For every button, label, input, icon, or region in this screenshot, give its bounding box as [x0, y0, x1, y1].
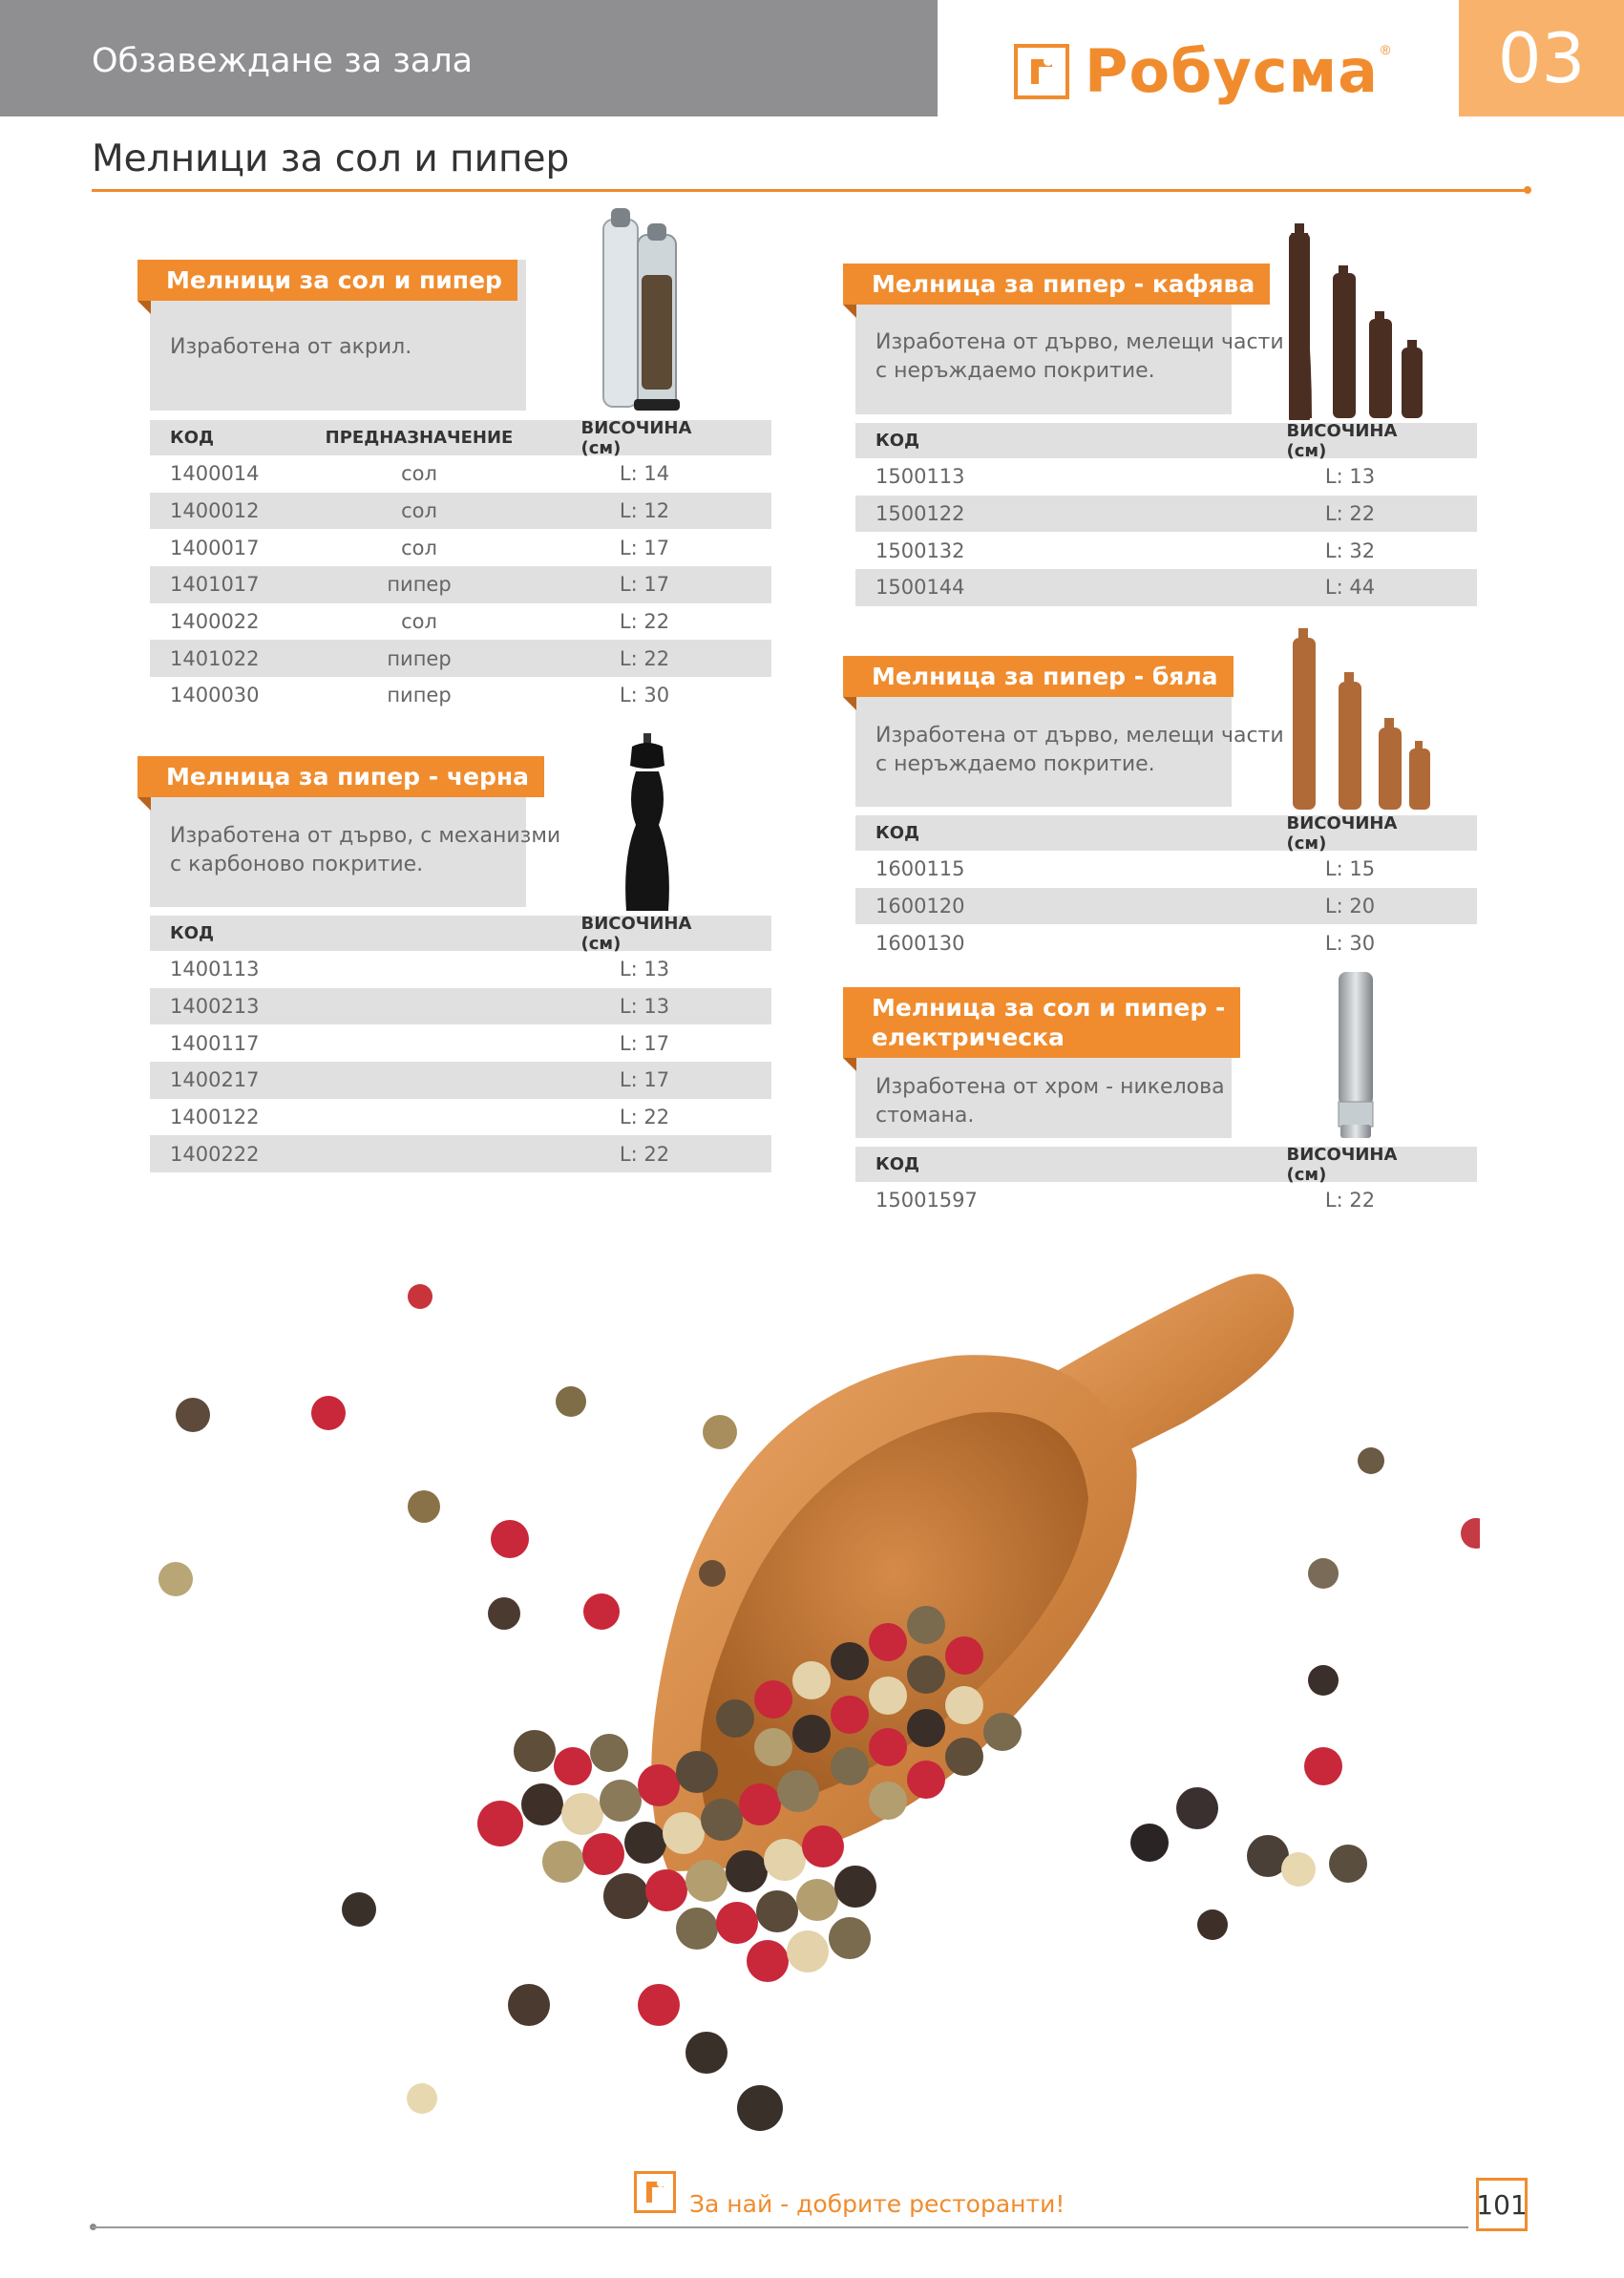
table-row — [150, 1099, 771, 1136]
scattered-peppercorns — [143, 1270, 1480, 2158]
column-header: ВИСОЧИНА (см) — [580, 913, 692, 954]
description-line: Изработена от акрил. — [170, 335, 412, 359]
brown-mills-image — [1277, 223, 1430, 420]
cell-purpose: сол — [401, 610, 437, 634]
cell-height: L: 32 — [1324, 538, 1376, 562]
product-table-black — [150, 913, 771, 1172]
table-row — [150, 1135, 771, 1172]
cell-code: 1500122 — [875, 502, 965, 526]
cell-code: 1400213 — [170, 995, 260, 1019]
cell-height: L: 20 — [1324, 895, 1376, 918]
table-row — [150, 455, 771, 493]
description-line: с карбоново покритие. — [170, 853, 424, 876]
description-line: Изработена от дърво, мелещи части — [875, 724, 1284, 748]
white-mills-image — [1283, 628, 1436, 812]
description-line: стомана. — [875, 1104, 975, 1128]
brand-name: Робусма — [1085, 36, 1380, 106]
cell-height: L: 30 — [619, 684, 670, 707]
cell-code: 1400030 — [170, 684, 260, 707]
cell-height: L: 13 — [1324, 465, 1376, 489]
table-row — [855, 532, 1477, 569]
cell-height: L: 22 — [1324, 1189, 1376, 1213]
footer-slogan: За най - добрите ресторанти! — [689, 2190, 1065, 2218]
cell-height: L: 15 — [1324, 857, 1376, 881]
product-table-electric — [855, 1144, 1477, 1219]
table-row — [855, 1182, 1477, 1219]
column-header: ВИСОЧИНА (см) — [580, 417, 692, 458]
label-fold — [843, 305, 856, 318]
product-title-brown: Мелница за пипер - кафява — [843, 264, 1270, 305]
section-title: Обзавеждане за зала — [92, 42, 474, 80]
title-line: електрическа — [872, 1023, 1065, 1051]
product-table-acrylic — [150, 417, 771, 714]
page-title: Мелници за сол и пипер — [92, 137, 570, 180]
cell-height: L: 30 — [1324, 931, 1376, 955]
cell-code: 1400122 — [170, 1106, 260, 1129]
product-description-black — [170, 822, 560, 879]
table-header — [855, 812, 1477, 854]
chapter-number: 03 — [1459, 0, 1624, 116]
table-row — [150, 529, 771, 566]
cell-code: 1500144 — [875, 576, 965, 600]
table-row — [150, 603, 771, 641]
cell-code: 1401022 — [170, 646, 260, 670]
column-header: ВИСОЧИНА (см) — [1286, 812, 1398, 854]
table-row — [150, 640, 771, 677]
cell-height: L: 22 — [619, 1106, 670, 1129]
table-header — [150, 913, 771, 954]
description-line: Изработена от дърво, мелещи части — [875, 330, 1284, 354]
cell-purpose: пипер — [387, 573, 452, 597]
brand-registered-mark: ® — [1381, 42, 1391, 57]
brand-logo-icon — [1014, 44, 1069, 99]
cell-height: L: 22 — [619, 646, 670, 670]
table-row — [150, 677, 771, 714]
table-header — [150, 417, 771, 458]
cell-code: 1401017 — [170, 573, 260, 597]
product-description-brown — [875, 328, 1284, 386]
description-line: с неръждаемо покритие. — [875, 359, 1155, 383]
cell-code: 1400022 — [170, 610, 260, 634]
description-line: Изработена от дърво, с механизми — [170, 824, 561, 848]
product-table-brown — [855, 420, 1477, 606]
cell-height: L: 17 — [619, 1068, 670, 1092]
product-description-acrylic — [170, 333, 411, 362]
table-row — [150, 566, 771, 603]
cell-height: L: 22 — [619, 610, 670, 634]
cell-code: 1400014 — [170, 462, 260, 486]
title-divider-dot — [1524, 186, 1531, 194]
cell-height: L: 17 — [619, 536, 670, 559]
table-row — [855, 496, 1477, 533]
cell-height: L: 17 — [619, 1031, 670, 1055]
acrylic-mills-image — [592, 208, 687, 412]
table-row — [150, 951, 771, 988]
product-title-electric — [843, 987, 1240, 1058]
column-header: ВИСОЧИНА (см) — [1286, 1144, 1398, 1185]
product-title-acrylic: Мелници за сол и пипер — [137, 260, 517, 301]
cell-code: 1500113 — [875, 465, 965, 489]
column-header: ВИСОЧИНА (см) — [1286, 420, 1398, 461]
footer-logo-icon — [634, 2171, 676, 2213]
table-row — [150, 988, 771, 1025]
cell-purpose: пипер — [387, 684, 452, 707]
cell-code: 1400017 — [170, 536, 260, 559]
table-row — [150, 493, 771, 530]
table-header — [855, 420, 1477, 461]
column-header: КОД — [170, 923, 215, 943]
cell-code: 1500132 — [875, 538, 965, 562]
product-description-white — [875, 722, 1284, 779]
table-row — [855, 924, 1477, 961]
cell-code: 1400113 — [170, 958, 260, 981]
product-table-white — [855, 812, 1477, 961]
description-line: Изработена от хром - никелова — [875, 1075, 1225, 1099]
table-row — [855, 851, 1477, 888]
cell-purpose: сол — [401, 462, 437, 486]
cell-height: L: 22 — [619, 1142, 670, 1166]
electric-mill-image — [1329, 972, 1382, 1142]
table-row — [855, 888, 1477, 925]
cell-height: L: 17 — [619, 573, 670, 597]
cell-height: L: 44 — [1324, 576, 1376, 600]
title-divider — [92, 189, 1529, 192]
column-header: КОД — [875, 431, 920, 451]
cell-height: L: 14 — [619, 462, 670, 486]
column-header: КОД — [875, 1154, 920, 1174]
cell-height: L: 22 — [1324, 502, 1376, 526]
table-row — [150, 1024, 771, 1062]
page-number: 101 — [1476, 2178, 1528, 2231]
cell-code: 1600130 — [875, 931, 965, 955]
cell-height: L: 13 — [619, 995, 670, 1019]
cell-purpose: сол — [401, 536, 437, 559]
title-line: Мелница за сол и пипер - — [872, 994, 1226, 1022]
cell-code: 1600120 — [875, 895, 965, 918]
cell-code: 1400222 — [170, 1142, 260, 1166]
label-fold — [843, 697, 856, 710]
footer-divider — [92, 2226, 1468, 2228]
cell-code: 1600115 — [875, 857, 965, 881]
label-fold — [137, 301, 151, 314]
table-header — [855, 1144, 1477, 1185]
label-fold — [137, 797, 151, 811]
cell-height: L: 12 — [619, 499, 670, 523]
column-header: КОД — [170, 428, 215, 448]
description-line: с неръждаемо покритие. — [875, 752, 1155, 776]
product-title-black: Мелница за пипер - черна — [137, 756, 544, 797]
black-mill-image — [611, 733, 684, 918]
column-header: ПРЕДНАЗНАЧЕНИЕ — [325, 428, 514, 448]
table-row — [855, 569, 1477, 606]
column-header: КОД — [875, 823, 920, 843]
cell-code: 1400012 — [170, 499, 260, 523]
brand-logo — [1014, 36, 1391, 106]
product-description-electric — [875, 1073, 1225, 1130]
label-fold — [843, 1058, 856, 1071]
cell-purpose: сол — [401, 499, 437, 523]
cell-code: 1400217 — [170, 1068, 260, 1092]
cell-height: L: 13 — [619, 958, 670, 981]
product-title-white: Мелница за пипер - бяла — [843, 656, 1234, 697]
cell-code: 15001597 — [875, 1189, 978, 1213]
table-row — [855, 458, 1477, 496]
table-row — [150, 1062, 771, 1099]
cell-code: 1400117 — [170, 1031, 260, 1055]
cell-purpose: пипер — [387, 646, 452, 670]
